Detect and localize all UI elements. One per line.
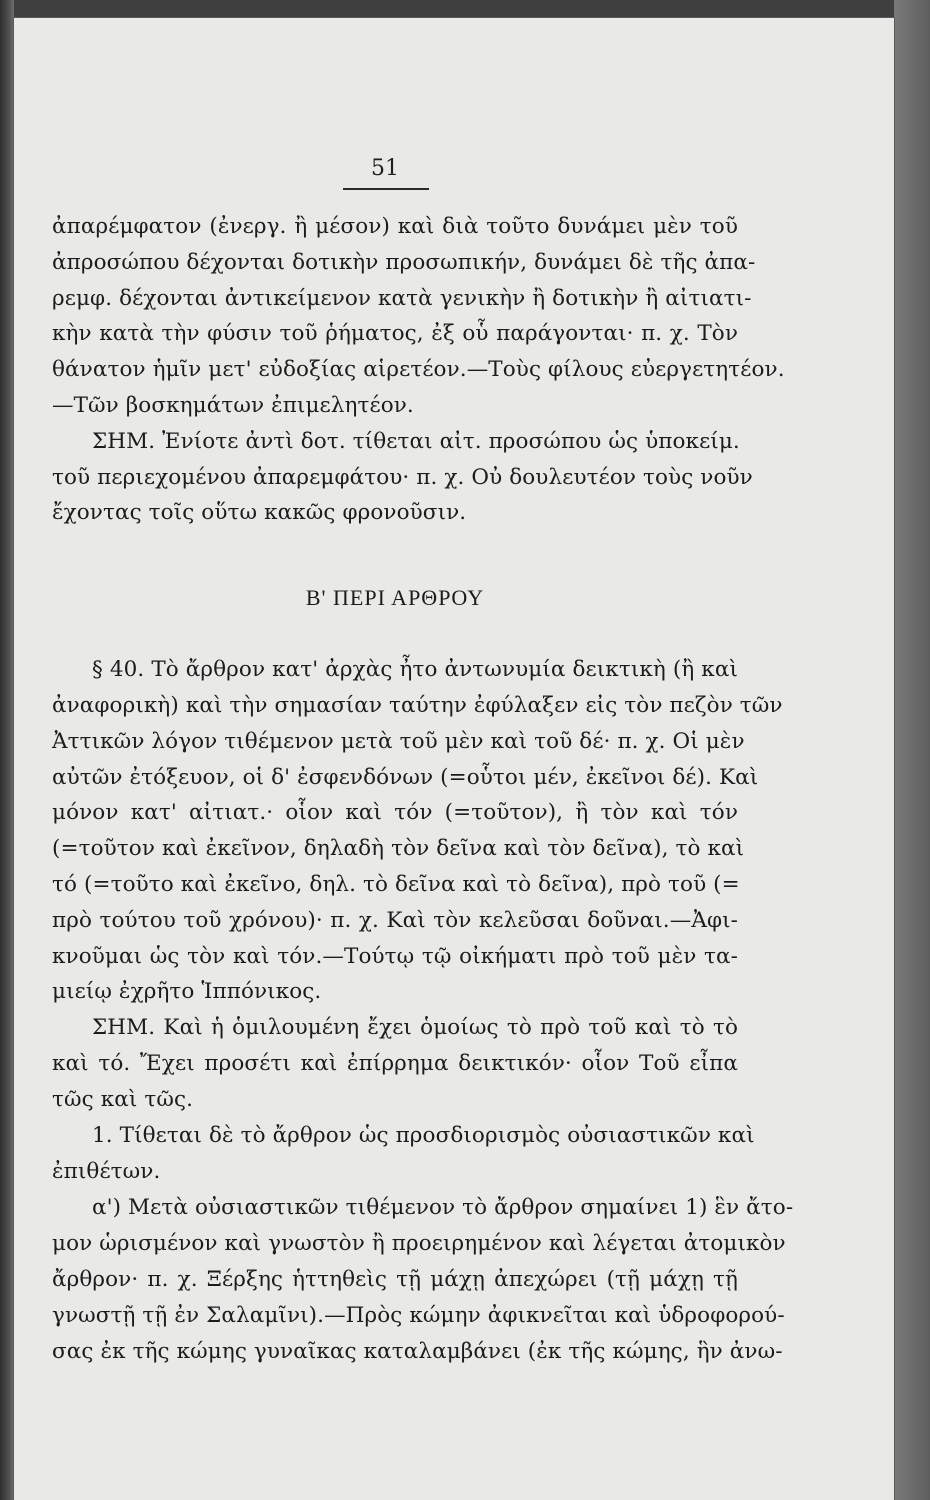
scan-right-edge	[894, 0, 930, 1500]
text-line: Ἀττικῶν λόγον τιθέμενον μετὰ τοῦ μὲν καὶ τοῦ δέ· π. χ. Οἱ μὲν	[52, 729, 745, 754]
text-line: ἄρθρον· π. χ. Ξέρξης ἡττηθεὶς τῇ μάχῃ ἀπεχώρει (τῇ μάχῃ τῇ	[52, 1267, 738, 1292]
page-number: 51	[371, 156, 399, 181]
scan-binding-edge	[0, 0, 14, 1500]
text-line: κὴν κατὰ τὴν φύσιν τοῦ ῥήματος, ἐξ οὗ παράγονται· π. χ. Τὸν	[52, 321, 738, 346]
text-line: τῶς καὶ τῶς.	[52, 1087, 194, 1112]
text-line: ἐπιθέτων.	[52, 1159, 161, 1184]
text-line: 1. Τίθεται δὲ τὸ ἄρθρον ὡς προσδιορισμὸς οὐσιαστικῶν καὶ	[92, 1123, 755, 1148]
text-line: ρεμφ. δέχονται ἀντικείμενον κατὰ γενικὴν ἢ δοτικὴν ἢ αἰτιατι-	[52, 286, 752, 311]
note-line: ΣΗΜ. Καὶ ἡ ὁμιλουμένη ἔχει ὁμοίως τὸ πρὸ τοῦ καὶ τὸ τὸ	[92, 1015, 738, 1040]
text-line: μόνον κατ' αἰτιατ.· οἷον καὶ τόν (=τοῦτον), ἢ τὸν καὶ τόν	[52, 800, 738, 825]
text-line: πρὸ τούτου τοῦ χρόνου)· π. χ. Καὶ τὸν κελεῦσαι δοῦναι.—Ἀφι-	[52, 908, 738, 933]
text-line: καὶ τό. Ἔχει προσέτι καὶ ἐπίρρημα δεικτικόν· οἷον Τοῦ εἶπα	[52, 1051, 738, 1076]
text-line: κνοῦμαι ὡς τὸν καὶ τόν.—Τούτῳ τῷ οἰκήματι πρὸ τοῦ μὲν τα-	[52, 944, 738, 969]
text-line: ἀπροσώπου δέχονται δοτικὴν προσωπικήν, δυνάμει δὲ τῆς ἀπα-	[52, 250, 756, 275]
text-line: σας ἐκ τῆς κώμης γυναῖκας καταλαμβάνει (ἐκ τῆς κώμης, ἣν ἀνω-	[52, 1339, 783, 1364]
text-line: γνωστῇ τῇ ἐν Σαλαμῖνι).—Πρὸς κώμην ἀφικνεῖται καὶ ὑδροφορού-	[52, 1303, 785, 1328]
text-line: ἀπαρέμφατον (ἐνεργ. ἢ μέσον) καὶ διὰ τοῦτο δυνάμει μὲν τοῦ	[52, 214, 738, 239]
text-line: ἀναφορικὴ) καὶ τὴν σημασίαν ταύτην ἐφύλαξεν εἰς τὸν πεζὸν τῶν	[52, 693, 783, 718]
text-line: τό (=τοῦτο καὶ ἐκεῖνο, δηλ. τὸ δεῖνα καὶ τὸ δεῖνα), πρὸ τοῦ (=	[52, 872, 740, 897]
note-line: ΣΗΜ. Ἐνίοτε ἀντὶ δοτ. τίθεται αἰτ. προσώπου ὡς ὑποκείμ.	[92, 429, 740, 454]
text-line: αὐτῶν ἐτόξευον, οἱ δ' ἐσφενδόνων (=οὗτοι μέν, ἐκεῖνοι δέ). Καὶ	[52, 765, 759, 790]
text-line: μιείῳ ἐχρῆτο Ἱππόνικος.	[52, 979, 322, 1004]
text-line: ἔχοντας τοῖς οὕτω κακῶς φρονοῦσιν.	[52, 500, 467, 525]
text-line: —Τῶν βοσκημάτων ἐπιμελητέον.	[52, 393, 414, 418]
section-heading: Β' ΠΕΡΙ ΑΡΘΡΟΥ	[305, 585, 485, 610]
paragraph-40-first-line: § 40. Τὸ ἄρθρον κατ' ἀρχὰς ἦτο ἀντωνυμία δεικτικὴ (ἢ καὶ	[92, 657, 738, 682]
text-line: (=τοῦτον καὶ ἐκεῖνον, δηλαδὴ τὸν δεῖνα καὶ τὸν δεῖνα), τὸ καὶ	[52, 836, 745, 861]
text-line: τοῦ περιεχομένου ἀπαρεμφάτου· π. χ. Οὐ δουλευτέον τοὺς νοῦν	[52, 465, 753, 490]
scan-top-edge	[0, 0, 930, 18]
text-line: α') Μετὰ οὐσιαστικῶν τιθέμενον τὸ ἄρθρον σημαίνει 1) ἓν ἄτο-	[92, 1195, 794, 1220]
page-number-rule	[343, 188, 429, 190]
text-line: μον ὡρισμένον καὶ γνωστὸν ἢ προειρημένον καὶ λέγεται ἀτομικὸν	[52, 1231, 786, 1256]
text-line: θάνατον ἡμῖν μετ' εὐδοξίας αἱρετέον.—Τοὺς φίλους εὐεργετητέον.	[52, 357, 785, 382]
